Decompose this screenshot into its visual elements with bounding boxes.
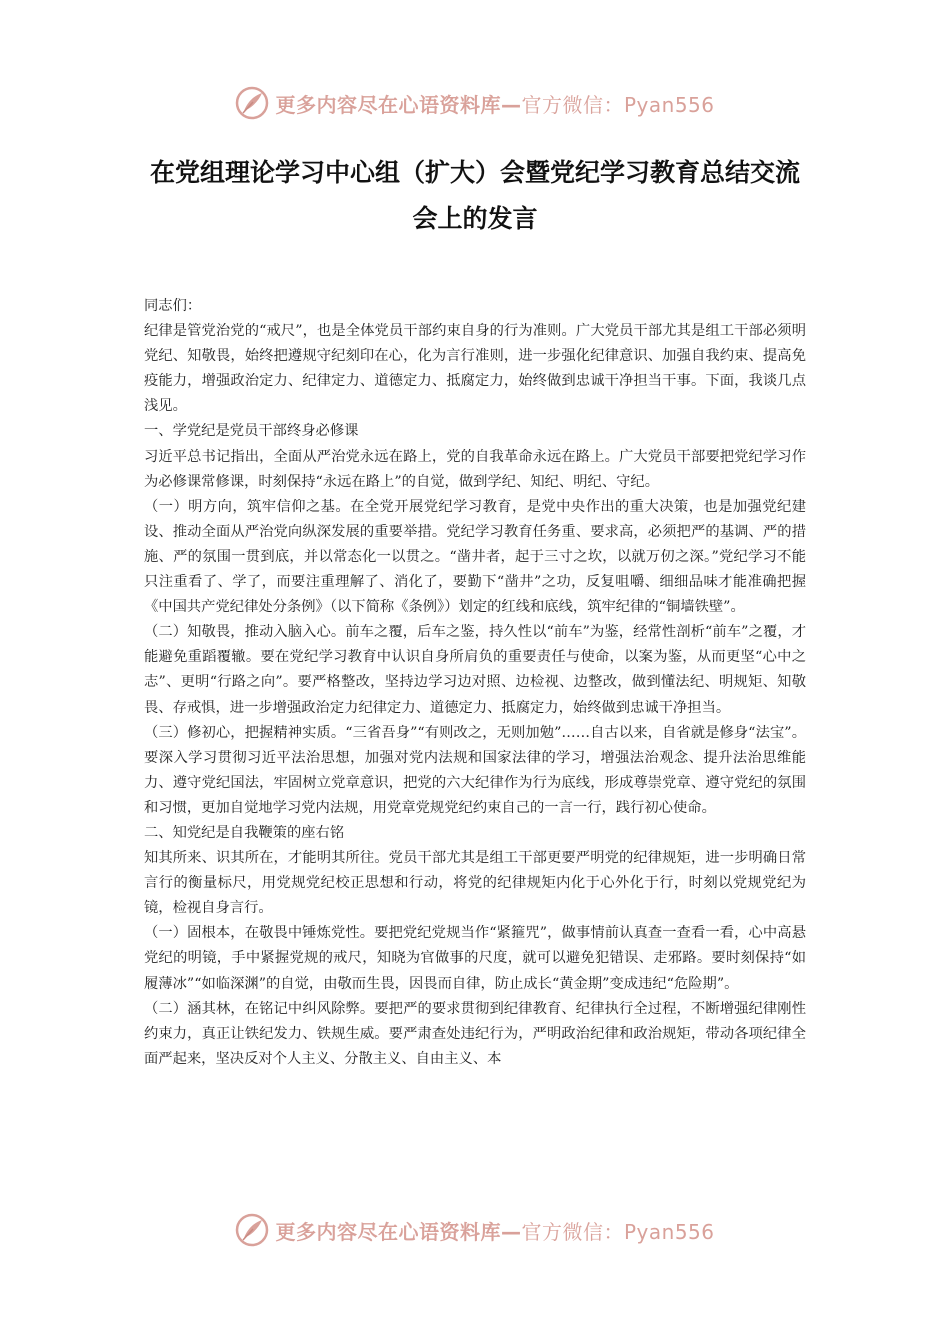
section-heading: 二、知党纪是自我鞭策的座右铭 — [144, 824, 345, 841]
document-body — [144, 294, 806, 1072]
watermark-suffix: 官方微信： — [521, 1219, 624, 1244]
paragraph: 习近平总书记指出，全面从严治党永远在路上，党的自我革命永远在路上。广大党员干部要把党纪学习作为必修课常修课，时刻保持“永远在路上”的自觉，做到学纪、知纪、明纪、守纪。 — [144, 448, 806, 490]
watermark-main: 更多内容尽在心语资料库 — [275, 1219, 501, 1244]
salutation: 同志们： — [144, 298, 202, 314]
paragraph: 知其所来、识其所在，才能明其所往。党员干部尤其是组工干部更要严明党的纪律规矩，进一步明确日常言行的衡量标尺，用党规党纪校正思想和行动，将党的纪律规矩内化于心外化于行，时刻以党规党纪为镜，检视自身言行。 — [144, 850, 806, 917]
watermark-text — [275, 89, 714, 118]
watermark-main: 更多内容尽在心语资料库 — [275, 92, 501, 117]
footer-watermark — [0, 1210, 950, 1250]
watermark-text — [275, 1216, 714, 1245]
paragraph: 纪律是管党治党的“戒尺”，也是全体党员干部约束自身的行为准则。广大党员干部尤其是组工干部必须明党纪、知敬畏，始终把遵规守纪刻印在心，化为言行准则，进一步强化纪律意识、加强自我约束、提高免疫能力，增强政治定力、纪律定力、道德定力、抵腐定力，始终做到忠诚干净担当干事。下面，我谈几点浅见。 — [144, 323, 806, 415]
header-watermark — [0, 83, 950, 123]
paragraph: （三）修初心，把握精神实质。“三省吾身”“有则改之，无则加勉”……自古以来，自省就是修身“法宝”。要深入学习贯彻习近平法治思想，加强对党内法规和国家法律的学习，增强法治观念、提升法治思维能力、遵守党纪国法，牢固树立党章意识，把党的六大纪律作为行为底线，形成尊崇党章、遵守党纪的氛围和习惯，更加自觉地学习党内法规，用党章党规党纪约束自己的一言一行，践行初心使命。 — [144, 724, 806, 816]
watermark-suffix: 官方微信： — [521, 92, 624, 117]
document-title: 在党组理论学习中心组（扩大）会暨党纪学习教育总结交流会上的发言 — [149, 158, 800, 233]
feather-pen-logo-icon — [235, 86, 269, 120]
section-heading: 一、学党纪是党员干部终身必修课 — [144, 423, 359, 440]
watermark-wechat-id: Pyan556 — [623, 1219, 715, 1244]
watermark-dash: — — [500, 1219, 522, 1244]
paragraph: （二）涵其林，在铭记中纠风除弊。要把严的要求贯彻到纪律教育、纪律执行全过程，不断增强纪律刚性约束力，真正让铁纪发力、铁规生威。要严肃查处违纪行为，严明政治纪律和政治规矩，带动各项纪律全面严起来，坚决反对个人主义、分散主义、自由主义、本 — [144, 1000, 806, 1067]
feather-pen-logo-icon — [235, 1213, 269, 1247]
watermark-wechat-id: Pyan556 — [623, 92, 715, 117]
paragraph: （一）固根本，在敬畏中锤炼党性。要把党纪党规当作“紧箍咒”，做事情前认真查一查看一看，心中高悬党纪的明镜，手中紧握党规的戒尺，知晓为官做事的尺度，就可以避免犯错误、走邪路。要时刻保持“如履薄冰”“如临深渊”的自觉，由敬而生畏，因畏而自律，防止成长“黄金期”变成违纪“危险期”。 — [144, 925, 806, 992]
paragraph: （一）明方向，筑牢信仰之基。在全党开展党纪学习教育，是党中央作出的重大决策，也是加强党纪建设、推动全面从严治党向纵深发展的重要举措。党纪学习教育任务重、要求高，必须把严的基调、严的措施、严的氛围一贯到底，并以常态化一以贯之。“凿井者，起于三寸之坎，以就万仞之深。”党纪学习不能只注重看了、学了，而要注重理解了、消化了，要勤下“凿井”之功，反复咀嚼、细细品味才能准确把握《中国共产党纪律处分条例》（以下简称《条例》）划定的红线和底线，筑牢纪律的“铜墙铁壁”。 — [144, 498, 806, 616]
paragraph: （二）知敬畏，推动入脑入心。前车之覆，后车之鉴，持久性以“前车”为鉴，经常性剖析“前车”之覆，才能避免重蹈覆辙。要在党纪学习教育中认识自身所肩负的重要责任与使命，以案为鉴，从而更坚“心中之志”、更明“行路之向”。要严格整改，坚持边学习边对照、边检视、边整改，做到懂法纪、明规矩、知敬畏、存戒惧，进一步增强政治定力纪律定力、道德定力、抵腐定力，始终做到忠诚干净担当。 — [144, 624, 806, 716]
watermark-dash: — — [500, 92, 522, 117]
